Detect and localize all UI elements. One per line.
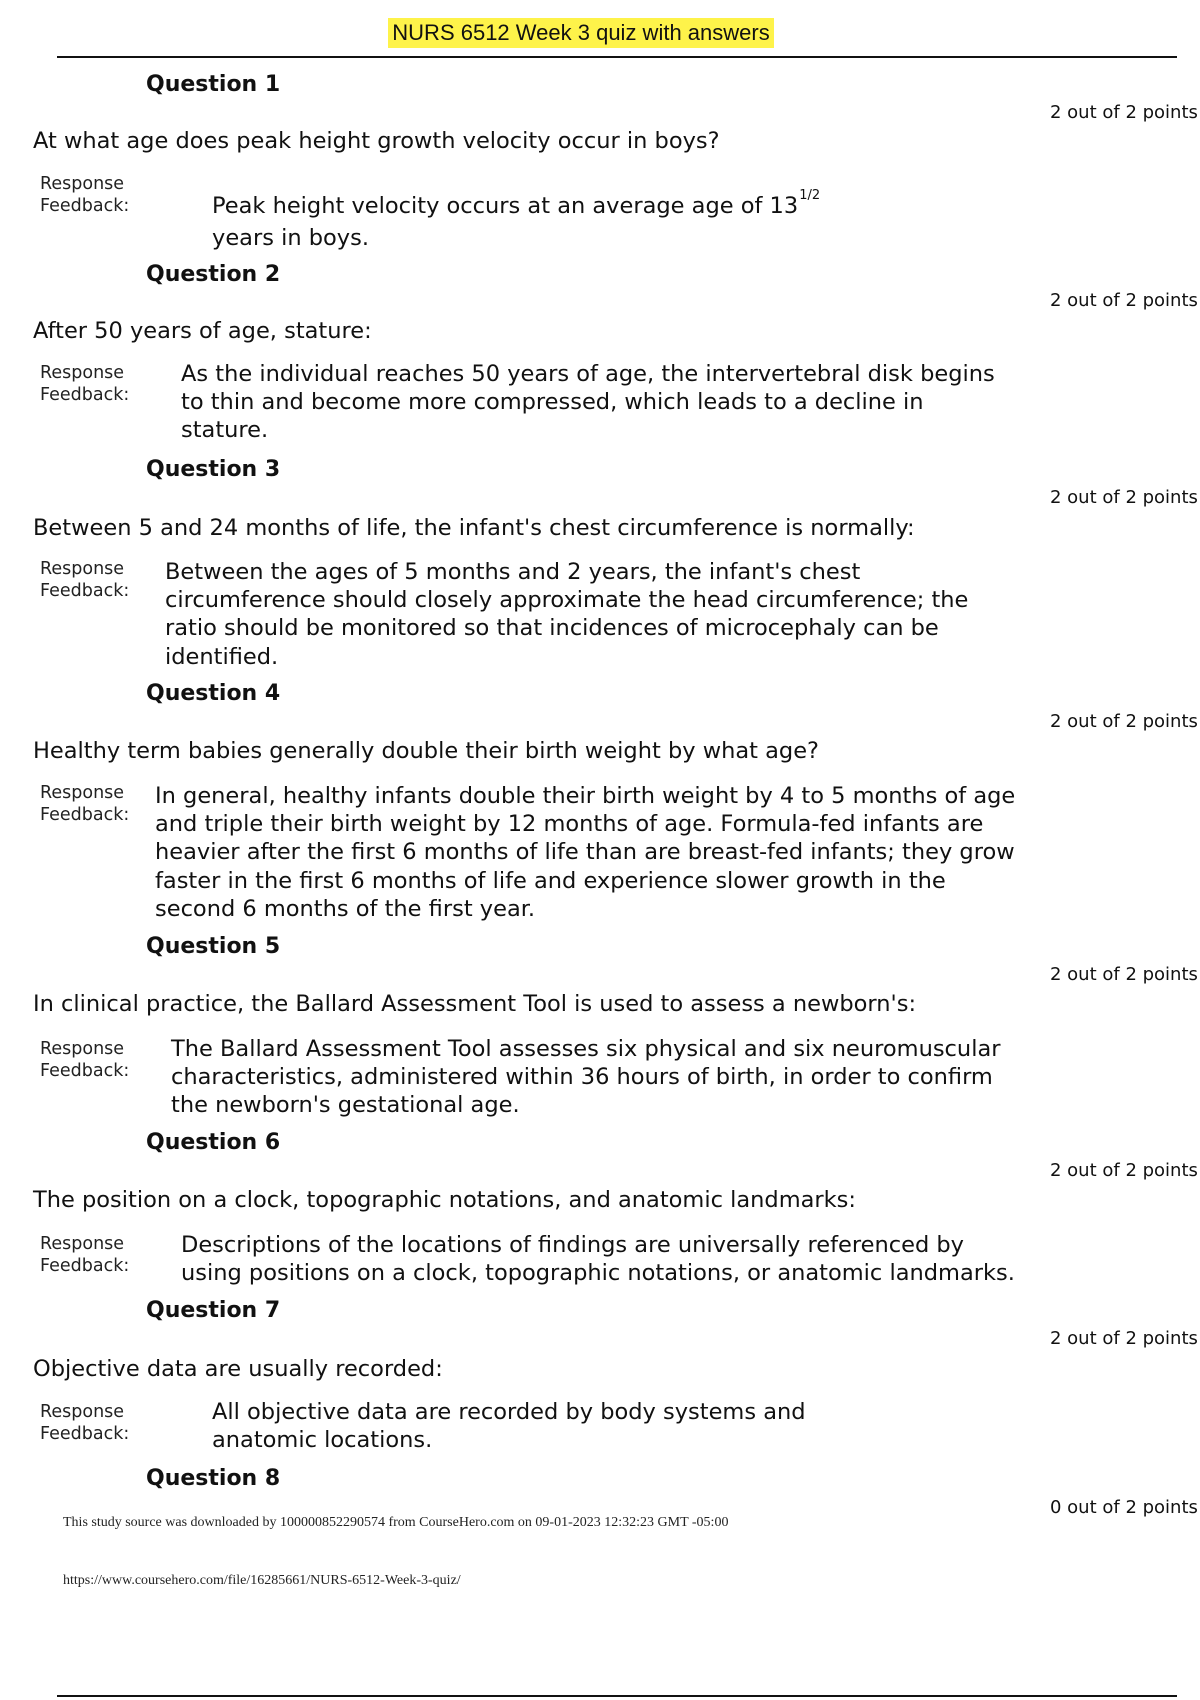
question-2-response-label bbox=[40, 362, 129, 406]
question-4-text: Healthy term babies generally double their birth weight by what age? bbox=[33, 738, 819, 764]
question-5-heading: Question 5 bbox=[146, 934, 281, 959]
question-3-points: 2 out of 2 points bbox=[1050, 487, 1198, 508]
question-8-points: 0 out of 2 points bbox=[1050, 1497, 1198, 1518]
question-7-points: 2 out of 2 points bbox=[1050, 1328, 1198, 1349]
download-source-note: This study source was downloaded by 100000852290574 from CourseHero.com on 09-01-2023 12:32:23 GMT -05:00 bbox=[63, 1515, 729, 1530]
feedback-line: ratio should be monitored so that incidences of microcephaly can be bbox=[165, 615, 939, 642]
question-3-heading: Question 3 bbox=[146, 457, 281, 482]
feedback-line: years in boys. bbox=[212, 225, 369, 252]
question-3-feedback bbox=[165, 558, 968, 671]
feedback-line: faster in the first 6 months of life and experience slower growth in the bbox=[155, 867, 946, 894]
feedback-line: to thin and become more compressed, which leads to a decline in bbox=[181, 389, 924, 416]
source-url: https://www.coursehero.com/file/16285661/NURS-6512-Week-3-quiz/ bbox=[63, 1573, 461, 1588]
response-label-line1: Response bbox=[40, 559, 125, 579]
question-4-heading: Question 4 bbox=[146, 681, 281, 706]
question-6-text: The position on a clock, topographic notations, and anatomic landmarks: bbox=[33, 1187, 856, 1213]
response-label-line1: Response bbox=[40, 174, 125, 194]
question-2-feedback bbox=[181, 360, 995, 445]
document-title: NURS 6512 Week 3 quiz with answers bbox=[388, 18, 773, 48]
top-divider bbox=[57, 56, 1177, 58]
response-label-line1: Response bbox=[40, 1039, 125, 1059]
question-8-heading: Question 8 bbox=[146, 1466, 281, 1491]
feedback-line: All objective data are recorded by body systems and bbox=[212, 1399, 806, 1425]
question-6-heading: Question 6 bbox=[146, 1130, 281, 1155]
response-label-line2: Feedback: bbox=[40, 196, 130, 216]
feedback-line: the newborn's gestational age. bbox=[171, 1092, 520, 1119]
response-label-line1: Response bbox=[40, 363, 125, 383]
feedback-line: second 6 months of the first year. bbox=[155, 895, 536, 922]
question-1-text: At what age does peak height growth velocity occur in boys? bbox=[33, 128, 720, 154]
question-2-heading: Question 2 bbox=[146, 262, 281, 287]
question-7-heading: Question 7 bbox=[146, 1298, 281, 1323]
question-6-response-label bbox=[40, 1233, 129, 1277]
question-4-feedback bbox=[155, 782, 1015, 923]
response-label-line2: Feedback: bbox=[40, 581, 130, 601]
question-1-feedback bbox=[212, 188, 821, 252]
feedback-line: circumference should closely approximate the head circumference; the bbox=[165, 587, 969, 614]
question-7-text: Objective data are usually recorded: bbox=[33, 1356, 443, 1382]
question-4-response-label bbox=[40, 782, 129, 826]
question-3-text: Between 5 and 24 months of life, the infant's chest circumference is normally: bbox=[33, 515, 915, 541]
feedback-line: identified. bbox=[165, 643, 279, 670]
response-label-line2: Feedback: bbox=[40, 385, 130, 405]
response-label-line1: Response bbox=[40, 783, 125, 803]
feedback-line: Descriptions of the locations of findings are universally referenced by bbox=[181, 1232, 964, 1258]
response-label-line1: Response bbox=[40, 1402, 125, 1422]
title-wrapper bbox=[0, 18, 1162, 48]
response-label-line1: Response bbox=[40, 1234, 125, 1254]
question-5-text: In clinical practice, the Ballard Assessment Tool is used to assess a newborn's: bbox=[33, 991, 917, 1017]
response-label-line2: Feedback: bbox=[40, 1061, 130, 1081]
feedback-line: Between the ages of 5 months and 2 years, the infant's chest bbox=[165, 559, 861, 585]
question-1-heading: Question 1 bbox=[146, 72, 281, 97]
feedback-line: heavier after the first 6 months of life than are breast-fed infants; they grow bbox=[155, 839, 1015, 866]
question-1-response-label bbox=[40, 173, 129, 217]
bottom-divider bbox=[57, 1695, 1177, 1697]
feedback-line: The Ballard Assessment Tool assesses six physical and six neuromuscular bbox=[171, 1036, 1001, 1062]
question-6-points: 2 out of 2 points bbox=[1050, 1160, 1198, 1181]
feedback-line: anatomic locations. bbox=[212, 1427, 433, 1454]
feedback-line: stature. bbox=[181, 417, 269, 444]
response-label-line2: Feedback: bbox=[40, 1256, 130, 1276]
feedback-line: In general, healthy infants double their birth weight by 4 to 5 months of age bbox=[155, 783, 1016, 809]
question-4-points: 2 out of 2 points bbox=[1050, 711, 1198, 732]
question-6-feedback bbox=[181, 1231, 1015, 1287]
question-1-points: 2 out of 2 points bbox=[1050, 102, 1198, 123]
feedback-line: characteristics, administered within 36 hours of birth, in order to confirm bbox=[171, 1064, 993, 1091]
question-3-response-label bbox=[40, 558, 129, 602]
question-5-feedback bbox=[171, 1035, 1000, 1120]
question-7-response-label bbox=[40, 1401, 129, 1445]
question-7-feedback bbox=[212, 1398, 806, 1454]
feedback-line: and triple their birth weight by 12 months of age. Formula-fed infants are bbox=[155, 811, 984, 838]
feedback-line: using positions on a clock, topographic notations, or anatomic landmarks. bbox=[181, 1260, 1015, 1287]
response-label-line2: Feedback: bbox=[40, 805, 130, 825]
feedback-fraction: 1/2 bbox=[799, 188, 821, 203]
response-label-line2: Feedback: bbox=[40, 1424, 130, 1444]
question-5-points: 2 out of 2 points bbox=[1050, 964, 1198, 985]
question-2-points: 2 out of 2 points bbox=[1050, 290, 1198, 311]
feedback-line: Peak height velocity occurs at an average age of 13 bbox=[212, 193, 799, 219]
question-5-response-label bbox=[40, 1038, 129, 1082]
feedback-line: As the individual reaches 50 years of age, the intervertebral disk begins bbox=[181, 361, 995, 387]
question-2-text: After 50 years of age, stature: bbox=[33, 318, 372, 344]
